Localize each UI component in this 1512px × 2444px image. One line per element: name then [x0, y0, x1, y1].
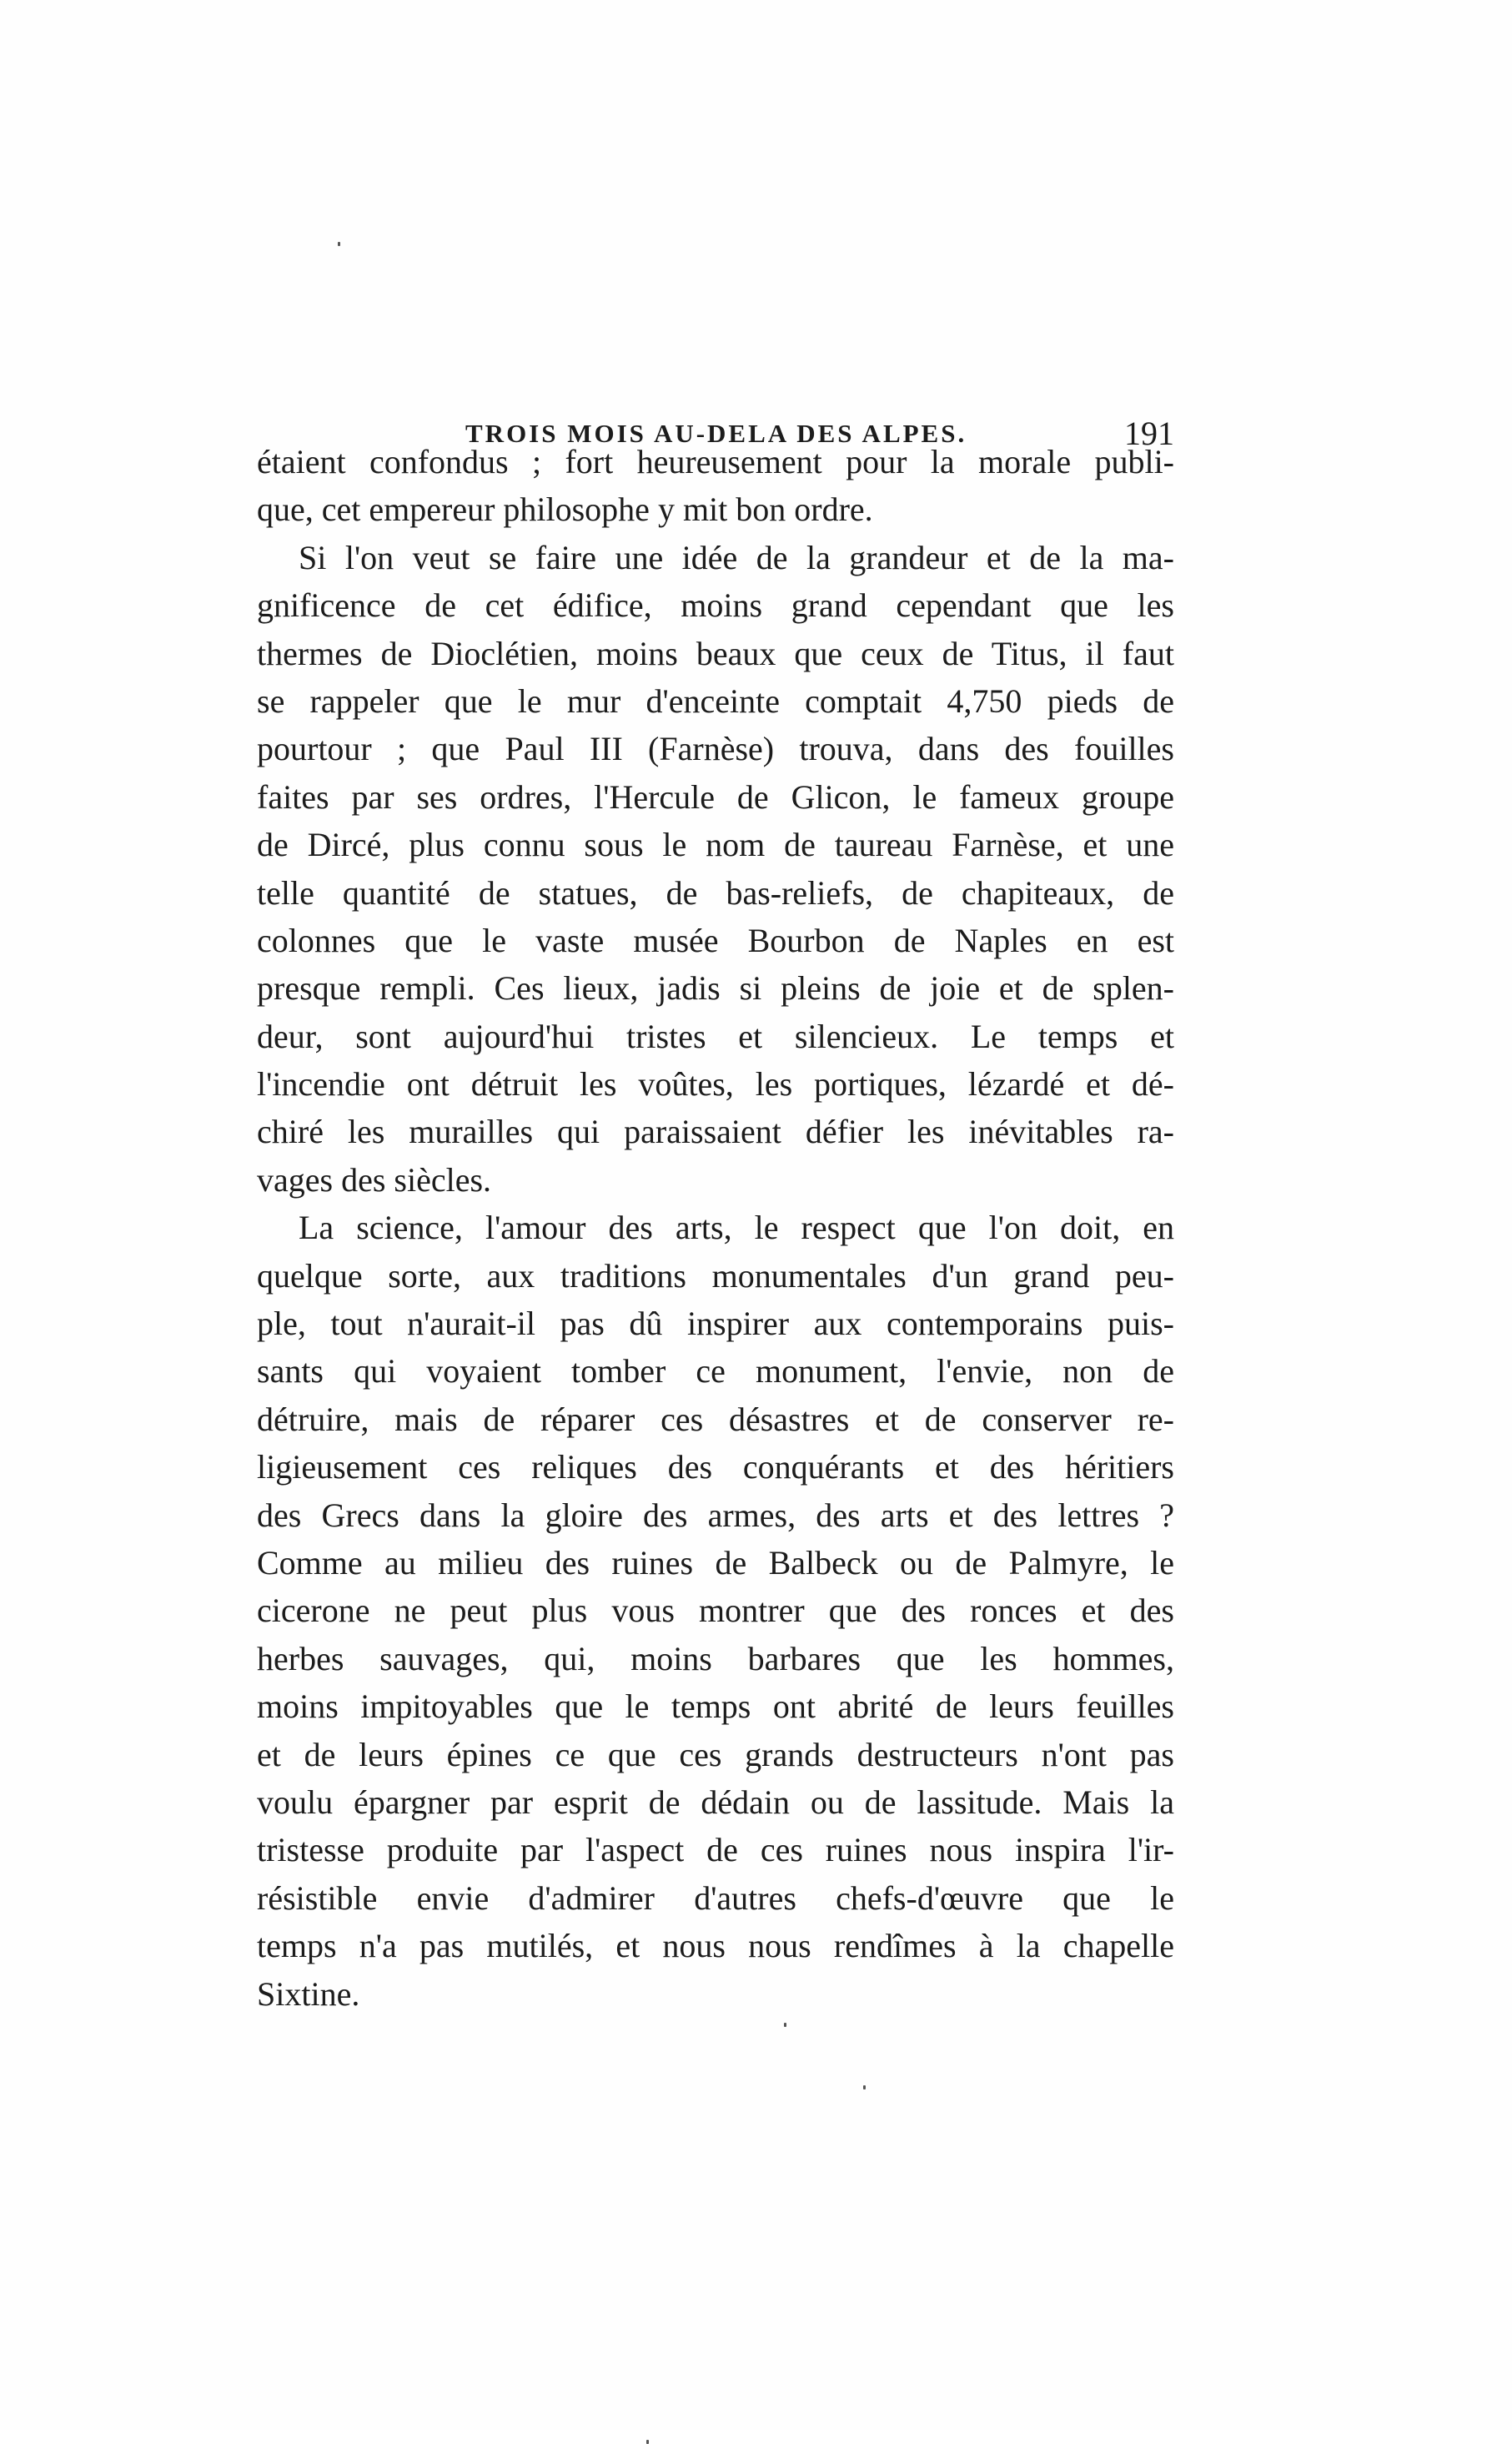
text-line: que, cet empereur philosophe y mit bon ordre. — [257, 490, 873, 529]
text-line: presque rempli. Ces lieux, jadis si pleins de joie et de splen- — [257, 969, 1174, 1008]
text-line: étaient confondus ; fort heureusement pour la morale publi- — [257, 443, 1174, 480]
body-text — [257, 438, 1174, 2064]
paper-speck — [646, 2440, 649, 2444]
text-line: herbes sauvages, qui, moins barbares que les hommes, — [257, 1639, 1174, 1677]
text-line: temps n'a pas mutilés, et nous nous rendîmes à la chapelle — [257, 1927, 1174, 1965]
text-line: telle quantité de statues, de bas-reliefs, de chapiteaux, de — [257, 873, 1174, 912]
text-line: faites par ses ordres, l'Hercule de Glicon, le fameux groupe — [257, 777, 1174, 816]
paragraph-start-line: Si l'on veut se faire une idée de la grandeur et de la ma- — [299, 538, 1174, 576]
text-line: l'incendie ont détruit les voûtes, les portiques, lézardé et dé- — [257, 1065, 1174, 1104]
text-line: Sixtine. — [257, 1974, 360, 2013]
text-line: Comme au milieu des ruines de Balbeck ou de Palmyre, le — [257, 1543, 1174, 1582]
text-line: de Dircé, plus connu sous le nom de taureau Farnèse, et une — [257, 826, 1174, 864]
paper-speck — [784, 2023, 786, 2027]
paper-speck — [863, 2085, 866, 2089]
text-line: pourtour ; que Paul III (Farnèse) trouva, dans des fouilles — [257, 730, 1174, 768]
text-line: se rappeler que le mur d'enceinte comptait 4,750 pieds de — [257, 681, 1174, 720]
text-line: des Grecs dans la gloire des armes, des arts et des lettres ? — [257, 1496, 1174, 1534]
text-line: cicerone ne peut plus vous montrer que des ronces et des — [257, 1592, 1174, 1630]
text-line: détruire, mais de réparer ces désastres et de conserver re- — [257, 1400, 1174, 1438]
text-line: voulu épargner par esprit de dédain ou de lassitude. Mais la — [257, 1783, 1174, 1821]
text-line: gnificence de cet édifice, moins grand cependant que les — [257, 586, 1174, 625]
text-line: moins impitoyables que le temps ont abrité de leurs feuilles — [257, 1687, 1174, 1726]
text-line: ligieusement ces reliques des conquérants et des héritiers — [257, 1448, 1174, 1486]
text-line: colonnes que le vaste musée Bourbon de Naples en est — [257, 921, 1174, 959]
page-number: 191 — [1124, 415, 1174, 452]
text-line: ple, tout n'aurait-il pas dû inspirer aux contemporains puis- — [257, 1305, 1174, 1343]
text-line: résistible envie d'admirer d'autres chefs-d'œuvre que le — [257, 1878, 1174, 1917]
text-line: chiré les murailles qui paraissaient défier les inévitables ra- — [257, 1113, 1174, 1151]
text-line: tristesse produite par l'aspect de ces ruines nous inspira l'ir- — [257, 1831, 1174, 1869]
text-line: quelque sorte, aux traditions monumentales d'un grand peu- — [257, 1256, 1174, 1295]
running-title: TROIS MOIS AU-DELA DES ALPES. — [465, 419, 967, 448]
text-line: deur, sont aujourd'hui tristes et silencieux. Le temps et — [257, 1017, 1174, 1055]
text-line: sants qui voyaient tomber ce monument, l'envie, non de — [257, 1352, 1174, 1390]
text-line: et de leurs épines ce que ces grands destructeurs n'ont pas — [257, 1735, 1174, 1773]
paragraph-start-line: La science, l'amour des arts, le respect que l'on doit, en — [299, 1209, 1174, 1247]
paper-speck — [338, 242, 340, 246]
text-line: thermes de Dioclétien, moins beaux que ceux de Titus, il faut — [257, 634, 1174, 672]
text-line: vages des siècles. — [257, 1160, 492, 1199]
